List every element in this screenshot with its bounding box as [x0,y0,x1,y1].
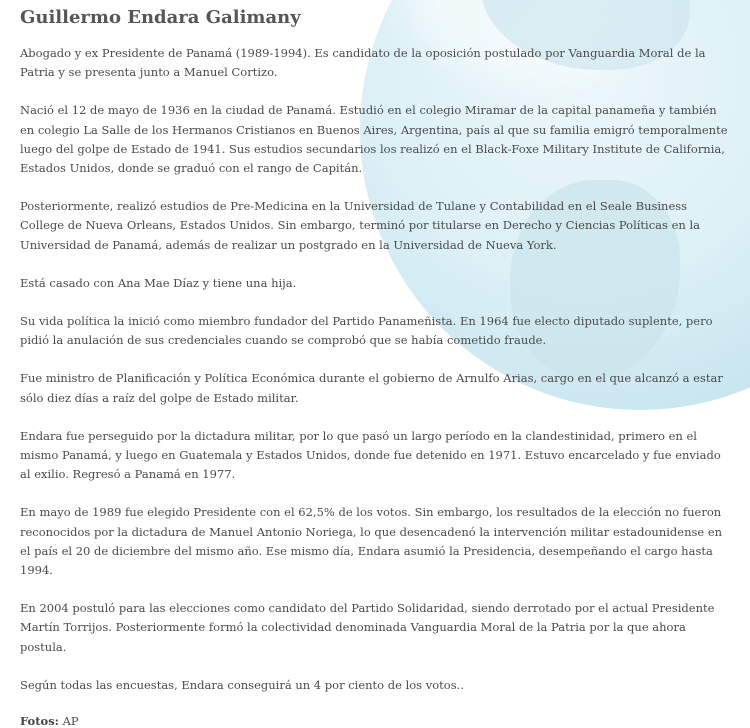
photo-credit-label: Fotos: [20,714,59,728]
article [20,6,734,728]
paragraph-birth-education: Nació el 12 de mayo de 1936 en la ciudad de Panamá. Estudió en el colegio Miramar de la capital panameña y también en colegio La Salle de los Hermanos Cristianos en Buenos Aires, Argentina, país al que su familia emigró temporalmente luego del golpe de Estado de 1941. Sus estudios secundarios los realizó en el Black-Foxe Military Institute de California, Estados Unidos, donde se graduó con el rango de Capitán. [20,103,728,176]
paragraph-presidency: En mayo de 1989 fue elegido Presidente con el 62,5% de los votos. Sin embargo, los resultados de la elección no fueron reconocidos por la dictadura de Manuel Antonio Noriega, lo que desencadenó la intervención militar estadounidense en el país el 20 de diciembre del mismo año. Ese mismo día, Endara asumió la Presidencia, desempeñando el cargo hasta 1994. [20,505,723,578]
paragraph-political-start: Su vida política la inició como miembro fundador del Partido Panameñista. En 1964 fue electo diputado suplente, pero pidió la anulación de sus credenciales cuando se comprobó que se había cometido fraude. [20,314,713,348]
paragraph-intro: Abogado y ex Presidente de Panamá (1989-1994). Es candidato de la oposición postulado por Vanguardia Moral de la Patria y se presenta junto a Manuel Cortizo. [20,46,706,80]
paragraph-minister: Fue ministro de Planificación y Política Económica durante el gobierno de Arnulfo Arias, cargo en el que alcanzó a estar sólo diez días a raíz del golpe de Estado militar. [20,371,723,405]
paragraph-polls: Según todas las encuestas, Endara conseguirá un 4 por ciento de los votos.. [20,677,464,692]
paragraph-persecution: Endara fue perseguido por la dictadura militar, por lo que pasó un largo período en la clandestinidad, primero en el mismo Panamá, y luego en Guatemala y Estados Unidos, donde fue detenido en 1971. Estuvo encarcelado y fue enviado al exilio. Regresó a Panamá en 1977. [20,428,721,482]
photo-credit [20,714,734,728]
paragraph-university: Posteriormente, realizó estudios de Pre-Medicina en la Universidad de Tulane y Contabilidad en el Seale Business College de Nueva Orleans, Estados Unidos. Sin embargo, terminó por titularse en Derecho y Ciencias Políticas en la Universidad de Panamá, además de realizar un postgrado en la Universidad de Nueva York. [20,199,700,252]
article-title: Guillermo Endara Galimany [20,7,301,28]
paragraph-2004-election: En 2004 postuló para las elecciones como candidato del Partido Solidaridad, siendo derrotado por el actual Presidente Martín Torrijos. Posteriormente formó la colectividad denominada Vanguardia Moral de la Patria por la que ahora postula. [20,601,715,654]
photo-credit-value: AP [62,714,79,728]
paragraph-family: Está casado con Ana Mae Díaz y tiene una hija. [20,275,297,290]
